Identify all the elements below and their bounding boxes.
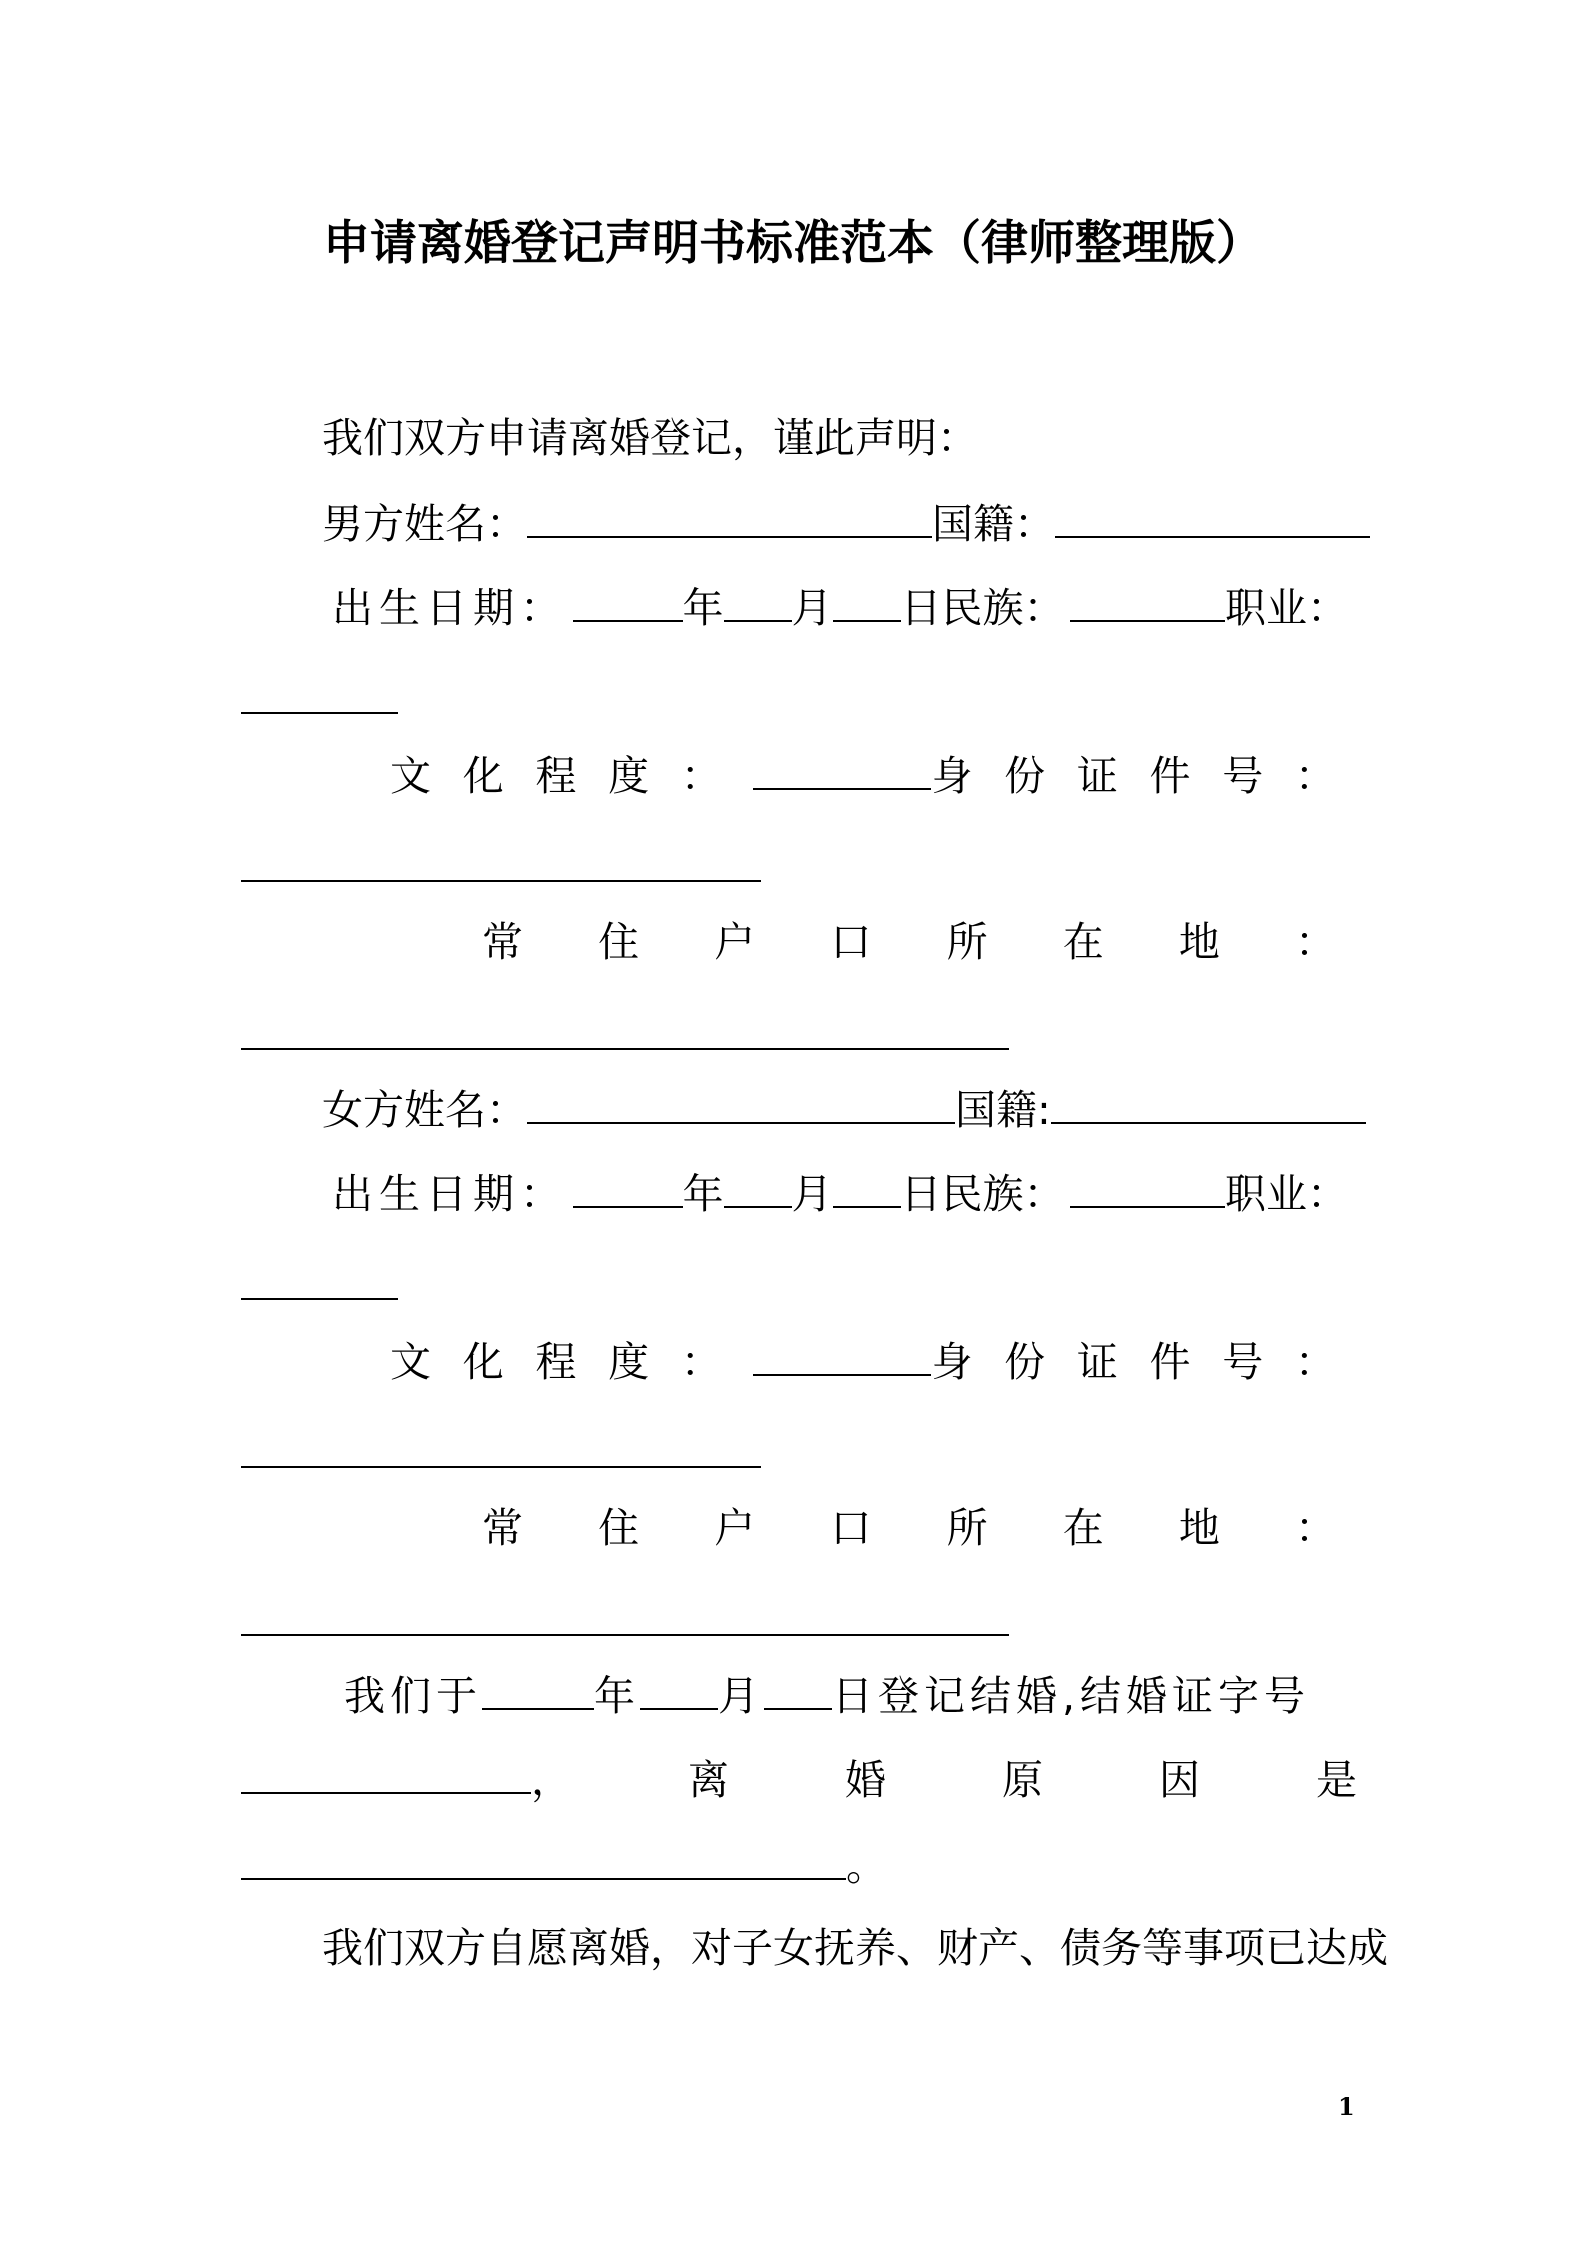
- female-birth-year-field[interactable]: [573, 1170, 683, 1208]
- male-residence-char-1: 住: [598, 918, 640, 966]
- male-birth-day-field[interactable]: [833, 584, 901, 622]
- female-id-field[interactable]: [241, 1464, 761, 1468]
- female-residence-field[interactable]: [241, 1632, 1009, 1636]
- male-residence-char-5: 在: [1062, 918, 1104, 966]
- reason-period: 。: [846, 1842, 887, 1890]
- female-education-char-3: 度: [608, 1338, 650, 1386]
- female-occupation-field[interactable]: [241, 1296, 398, 1300]
- female-name-row: [322, 1082, 1366, 1138]
- female-residence-char-3: 口: [830, 1504, 872, 1552]
- male-id-field[interactable]: [241, 878, 761, 882]
- female-id-char-5: ：: [1294, 1338, 1336, 1386]
- female-residence-row: [482, 1500, 1336, 1556]
- male-name-field[interactable]: [527, 500, 932, 538]
- female-id-char-4: 号: [1222, 1338, 1264, 1386]
- female-nationality-field[interactable]: [1051, 1086, 1366, 1124]
- marriage-date-row: [344, 1668, 1310, 1724]
- reason-char-4: 是: [1316, 1756, 1357, 1804]
- female-birth-label: 出生日期：: [332, 1170, 567, 1218]
- female-id-char-3: 件: [1149, 1338, 1191, 1386]
- female-residence-char-6: 地: [1178, 1504, 1220, 1552]
- male-nationality-label: 国籍：: [932, 500, 1055, 548]
- male-id-char-2: 证: [1076, 752, 1118, 800]
- male-birth-year-label: 年: [682, 584, 724, 632]
- marriage-year-label: 年: [594, 1672, 640, 1720]
- female-education-row: [390, 1334, 1336, 1390]
- female-residence-char-5: 在: [1062, 1504, 1104, 1552]
- marriage-year-field[interactable]: [482, 1672, 594, 1710]
- reason-row: [241, 1838, 887, 1894]
- female-education-char-0: 文: [390, 1338, 431, 1386]
- female-id-char-0: 身: [931, 1338, 973, 1386]
- male-name-row: [322, 496, 1370, 552]
- reason-char-1: 婚: [845, 1756, 886, 1804]
- reason-char-3: 因: [1159, 1756, 1200, 1804]
- female-residence-char-1: 住: [598, 1504, 640, 1552]
- female-residence-char-7: ：: [1294, 1504, 1336, 1552]
- closing-text: 我们双方自愿离婚，对子女抚养、财产、债务等事项已达成: [322, 1924, 1388, 1972]
- male-day-ethnic-label: 日民族：: [900, 584, 1065, 632]
- female-id-char-1: 份: [1004, 1338, 1046, 1386]
- female-ethnic-field[interactable]: [1070, 1170, 1225, 1208]
- reason-char-2: 原: [1002, 1756, 1043, 1804]
- male-residence-row: [482, 914, 1336, 970]
- male-nationality-field[interactable]: [1055, 500, 1370, 538]
- male-occupation-label: 职业：: [1225, 584, 1348, 632]
- female-birth-month-label: 月: [791, 1170, 833, 1218]
- divorce-reason-row: [241, 1752, 1357, 1808]
- male-birth-month-field[interactable]: [724, 584, 792, 622]
- marriage-month-label: 月: [718, 1672, 764, 1720]
- male-residence-char-3: 口: [830, 918, 872, 966]
- female-residence-char-4: 所: [946, 1504, 988, 1552]
- female-education-char-4: ：: [680, 1338, 722, 1386]
- male-ethnic-field[interactable]: [1070, 584, 1225, 622]
- male-education-char-1: 化: [462, 752, 504, 800]
- marriage-day-field[interactable]: [764, 1672, 832, 1710]
- male-id-char-4: 号: [1222, 752, 1264, 800]
- male-birth-month-label: 月: [791, 584, 833, 632]
- female-name-field[interactable]: [527, 1086, 955, 1124]
- marriage-suffix: 日登记结婚,结婚证字号: [832, 1672, 1311, 1720]
- male-education-row: [390, 748, 1336, 804]
- female-residence-char-2: 户: [714, 1504, 756, 1552]
- female-birth-day-field[interactable]: [833, 1170, 901, 1208]
- male-residence-char-7: ：: [1294, 918, 1336, 966]
- male-education-field[interactable]: [753, 752, 931, 790]
- female-education-field[interactable]: [753, 1338, 931, 1376]
- female-residence-char-0: 常: [482, 1504, 523, 1552]
- male-residence-char-4: 所: [946, 918, 988, 966]
- female-nationality-label: 国籍:: [955, 1086, 1051, 1134]
- male-birth-label: 出生日期：: [332, 584, 567, 632]
- female-education-char-2: 程: [535, 1338, 577, 1386]
- male-occupation-field[interactable]: [241, 710, 398, 714]
- document-title: 申请离婚登记声明书标准范本（律师整理版）: [323, 216, 1263, 271]
- male-education-char-2: 程: [535, 752, 577, 800]
- male-residence-field[interactable]: [241, 1046, 1009, 1050]
- male-id-char-1: 份: [1004, 752, 1046, 800]
- marriage-prefix: 我们于: [344, 1672, 482, 1720]
- intro-text: 我们双方申请离婚登记，谨此声明：: [322, 414, 978, 462]
- female-id-char-2: 证: [1076, 1338, 1118, 1386]
- male-id-char-5: ：: [1294, 752, 1336, 800]
- female-education-char-1: 化: [462, 1338, 504, 1386]
- female-occupation-label: 职业：: [1225, 1170, 1348, 1218]
- male-birth-year-field[interactable]: [573, 584, 683, 622]
- male-education-char-3: 度: [608, 752, 650, 800]
- male-residence-char-6: 地: [1178, 918, 1220, 966]
- female-birth-row: [332, 1166, 1348, 1222]
- male-residence-char-2: 户: [714, 918, 756, 966]
- female-birth-year-label: 年: [682, 1170, 724, 1218]
- certificate-comma: ，: [531, 1756, 572, 1804]
- certificate-number-field[interactable]: [241, 1756, 531, 1794]
- male-birth-row: [332, 580, 1348, 636]
- female-name-label: 女方姓名：: [322, 1086, 527, 1134]
- male-education-char-4: ：: [680, 752, 722, 800]
- female-day-ethnic-label: 日民族：: [900, 1170, 1065, 1218]
- male-residence-char-0: 常: [482, 918, 523, 966]
- male-education-char-0: 文: [390, 752, 431, 800]
- male-id-char-0: 身: [931, 752, 973, 800]
- page-number: 1: [1338, 2092, 1355, 2121]
- reason-char-0: 离: [688, 1756, 729, 1804]
- male-name-label: 男方姓名：: [322, 500, 527, 548]
- marriage-month-field[interactable]: [640, 1672, 718, 1710]
- female-birth-month-field[interactable]: [724, 1170, 792, 1208]
- divorce-reason-field[interactable]: [241, 1842, 846, 1880]
- male-id-char-3: 件: [1149, 752, 1191, 800]
